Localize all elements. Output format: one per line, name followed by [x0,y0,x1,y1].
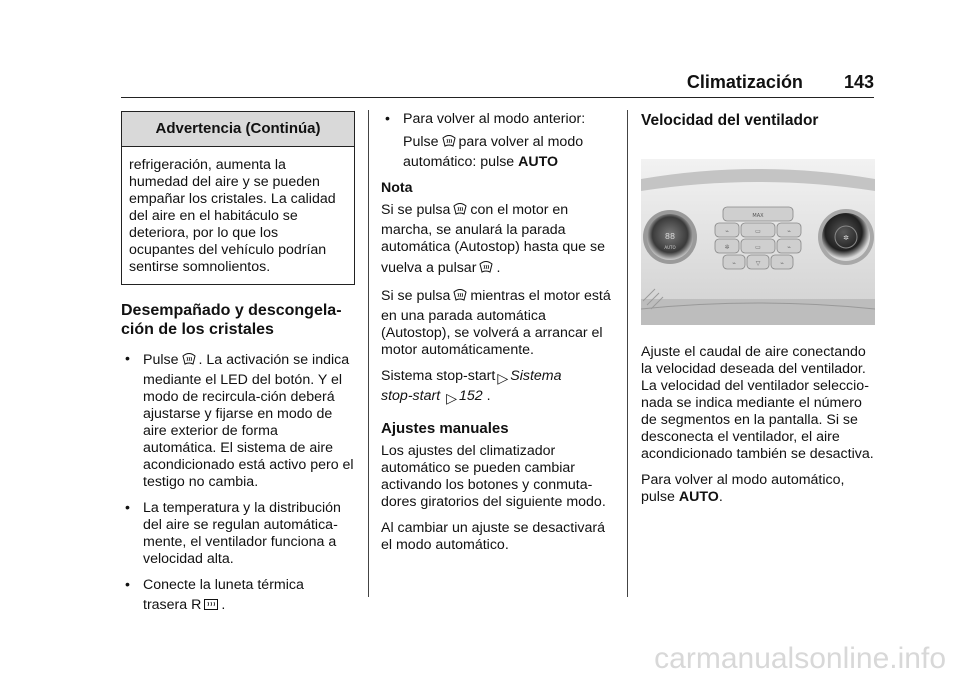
svg-text:⌁: ⌁ [780,260,784,267]
reference-arrow-icon: ▷ [497,371,509,387]
page-number: 143 [843,72,874,92]
watermark: carmanualsonline.info [654,642,946,675]
return-auto-text: Para volver al modo automático, pulse AUTO. [641,472,845,505]
climate-control-panel-image [641,159,875,325]
reference-arrow-icon: ▷ [446,391,458,407]
windshield-defrost-icon [441,133,457,154]
manual-settings-text: Los ajustes del climatizador automático se pueden cambiar activando los botones y conmuta-dores giratorios del siguiente modo. [381,443,606,510]
autostop-text: Si se pulsa mientras el motor está en una parada automática (Autostop), se volverá a arrancar el motor automáticamente. [381,288,611,358]
fan-speed-heading: Velocidad del ventilador [641,112,819,129]
bullet-defrost: • Pulse . La activación se indica mediante el LED del botón. Y el modo de recircula-ción deberá ajustarse y fijarse en modo de aire exterior de forma automática. El sistema de aire acondicionado está activo pero el testigo no cambia. [125,351,354,490]
windshield-defrost-icon [181,351,197,372]
header-rule [121,97,874,98]
windshield-defrost-icon [478,259,494,280]
svg-text:✲: ✲ [724,244,730,251]
svg-text:AUTO: AUTO [664,245,676,250]
bullet-rear-defrost: • Conecte la luneta térmica trasera R . [121,577,355,617]
page-header [687,72,874,93]
svg-text:⌁: ⌁ [787,244,791,251]
svg-text:⌁: ⌁ [732,260,736,267]
svg-text:MAX: MAX [752,213,764,219]
windshield-defrost-icon [452,287,468,308]
auto-off-text: Al cambiar un ajuste se desactivará el modo automático. [381,520,605,553]
svg-text:▭: ▭ [755,228,761,235]
fan-speed-text: Ajuste el caudal de aire conectando la velocidad deseada del ventilador. La velocidad del ventilador seleccio-nada se indica mediante el número de segmentos en la pantalla. Si se desconecta el ventilador, el aire acondicionado también se desactiva. [641,344,874,462]
warning-text: refrigeración, aumenta la humedad del aire y se pueden empañar los cristales. La calidad del aire en el habitáculo se deteriora, por lo que los ocupantes del vehículo podrían sentirse somnolientos. [129,157,336,275]
column-divider-2 [627,110,628,597]
svg-text:✲: ✲ [843,234,849,242]
column-3 [641,111,875,130]
rear-window-defrost-icon [203,598,219,617]
svg-text:▽: ▽ [755,260,761,267]
fan-speed-text-block [641,344,875,506]
svg-text:88: 88 [664,232,676,241]
note-text: Si se pulsa con el motor en marcha, se anulará la parada automática (Autostop) hasta que se vuelva a pulsar . [381,201,611,280]
svg-text:⌁: ⌁ [787,228,791,235]
warning-title: Advertencia (Continúa) [122,112,354,147]
windshield-defrost-icon [452,201,468,222]
bullet-previous-mode: • Para volver al modo anterior: Pulse para volver al modo automático: pulse AUTO [385,111,586,170]
note-label: Nota [381,180,413,196]
column-divider-1 [368,110,369,597]
bullet-temperature: • La temperatura y la distribución del aire se regulan automática-mente, el ventilador funciona a velocidad alta. [125,500,341,567]
column-2 [381,111,611,554]
defrost-heading: Desempañado y descongela-ción de los cristales [121,302,342,338]
warning-box [121,111,355,285]
svg-text:▭: ▭ [755,244,761,251]
column-1 [121,111,355,617]
section-title: Climatización [686,72,803,92]
cross-reference[interactable]: Sistema stop-start ▷ Sistema stop-start ▷ 152 . [381,368,562,407]
manual-settings-heading: Ajustes manuales [381,420,509,437]
svg-text:⌁: ⌁ [725,228,729,235]
